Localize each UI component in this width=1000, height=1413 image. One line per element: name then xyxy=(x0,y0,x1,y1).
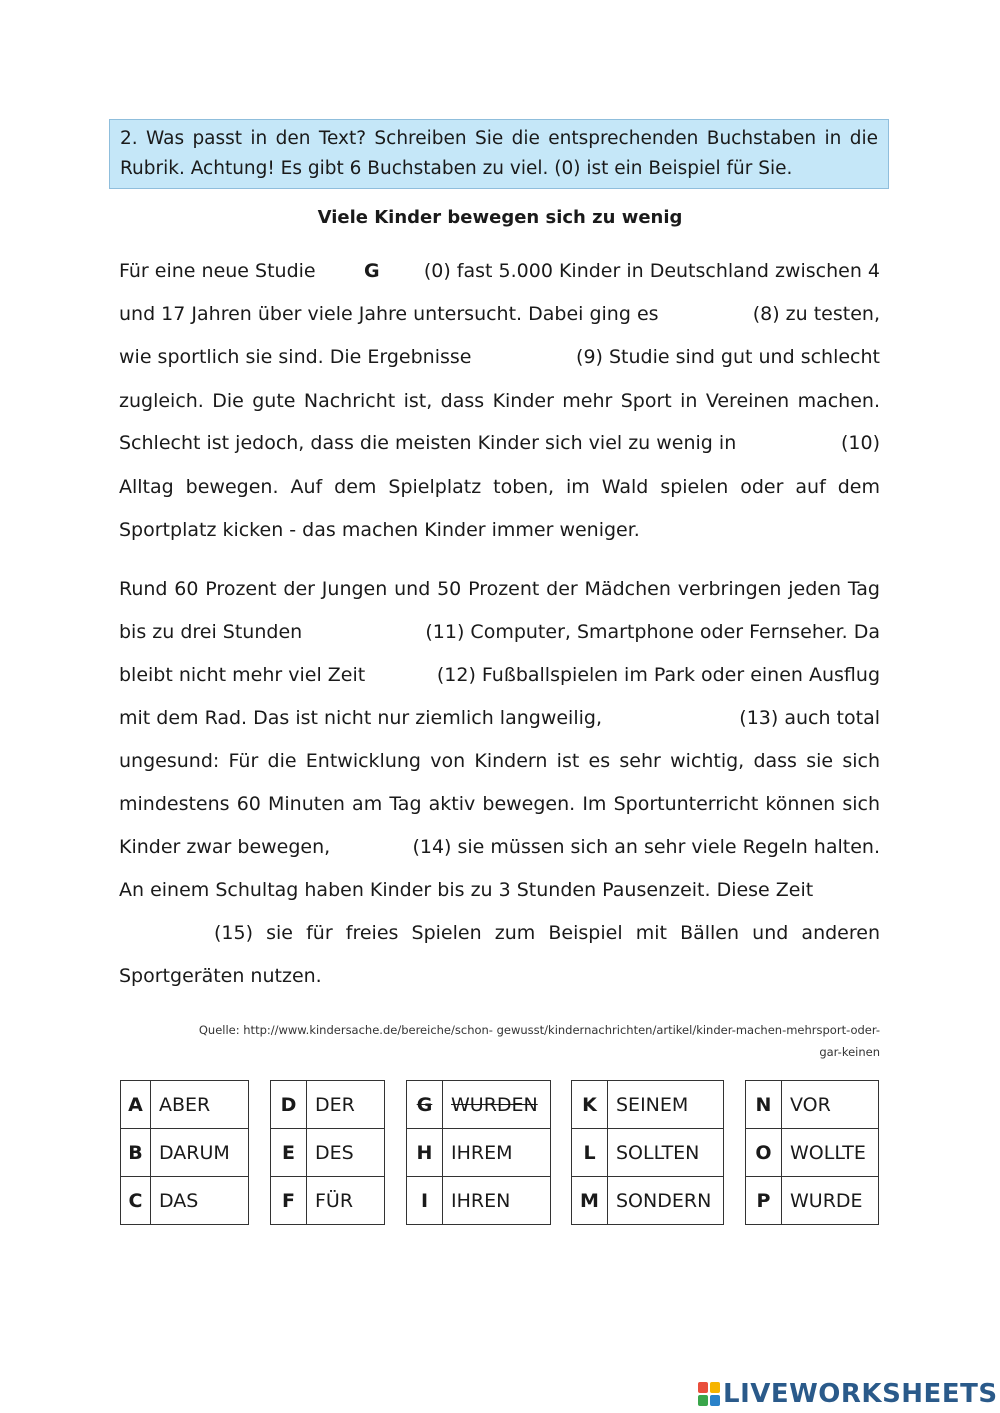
source-line: gar-keinen xyxy=(819,1045,880,1059)
word-cell: VOR xyxy=(782,1081,879,1129)
table-row xyxy=(407,1081,551,1129)
text-fragment: wie sportlich sie sind. Die Ergebnisse xyxy=(119,346,472,368)
table-row xyxy=(572,1177,724,1225)
text-fragment: (11) Computer, Smartphone oder Fernseher. Da xyxy=(425,621,880,643)
text-line xyxy=(119,342,880,372)
word-cell: FÜR xyxy=(307,1177,385,1225)
table-row xyxy=(121,1129,249,1177)
word-cell: SOLLTEN xyxy=(608,1129,724,1177)
logo-square xyxy=(710,1382,720,1393)
word-cell: DAS xyxy=(151,1177,249,1225)
letter-cell: G xyxy=(407,1081,443,1129)
word-cell: WOLLTE xyxy=(782,1129,879,1177)
table-row xyxy=(572,1081,724,1129)
logo-text: LIVEWORKSHEETS xyxy=(723,1379,998,1409)
text-fragment: (13) auch total xyxy=(739,707,880,729)
liveworksheets-logo-icon xyxy=(698,1382,720,1406)
example-answer: G xyxy=(364,260,380,282)
article-title: Viele Kinder bewegen sich zu wenig xyxy=(317,207,683,228)
letter-cell: N xyxy=(746,1081,782,1129)
word-cell: IHREM xyxy=(443,1129,551,1177)
text-fragment: (14) sie müssen sich an sehr viele Regeln halten. xyxy=(412,836,880,858)
text-fragment: Für eine neue Studie xyxy=(119,260,316,282)
text-line xyxy=(119,660,880,690)
text-line: An einem Schultag haben Kinder bis zu 3 Stunden Pausenzeit. Diese Zeit xyxy=(119,879,814,901)
text-fragment: bleibt nicht mehr viel Zeit xyxy=(119,664,366,686)
text-line: mindestens 60 Minuten am Tag aktiv bewegen. Im Sportunterricht können sich xyxy=(119,793,880,815)
word-cell: ABER xyxy=(151,1081,249,1129)
word-table-a-c xyxy=(120,1080,249,1225)
logo-square xyxy=(710,1395,720,1406)
text-fragment: bis zu drei Stunden xyxy=(119,621,303,643)
word-cell: SONDERN xyxy=(608,1177,724,1225)
logo-square xyxy=(698,1382,708,1393)
text-line: Sportplatz kicken - das machen Kinder immer weniger. xyxy=(119,519,640,541)
text-line xyxy=(119,299,880,329)
word-cell: DARUM xyxy=(151,1129,249,1177)
word-cell: WURDEN xyxy=(443,1081,551,1129)
letter-cell: E xyxy=(271,1129,307,1177)
text-line xyxy=(119,428,880,458)
word-table-d-f xyxy=(270,1080,385,1225)
word-cell: WURDE xyxy=(782,1177,879,1225)
source-line: Quelle: http://www.kindersache.de/bereiche/schon- gewusst/kindernachrichten/artikel/kinder-machen-mehrsport-oder- xyxy=(198,1023,880,1037)
word-cell: DES xyxy=(307,1129,385,1177)
word-table-g-i xyxy=(406,1080,551,1225)
table-row xyxy=(746,1129,879,1177)
logo-square xyxy=(698,1395,708,1406)
text-fragment: (9) Studie sind gut und schlecht xyxy=(576,346,880,368)
word-table-n-p xyxy=(745,1080,879,1225)
text-line xyxy=(119,703,880,733)
letter-cell: K xyxy=(572,1081,608,1129)
table-row xyxy=(407,1177,551,1225)
text-fragment: (12) Fußballspielen im Park oder einen Ausflug xyxy=(436,664,880,686)
table-row xyxy=(407,1129,551,1177)
table-row xyxy=(121,1177,249,1225)
text-line xyxy=(119,617,880,647)
table-row xyxy=(746,1081,879,1129)
letter-cell: P xyxy=(746,1177,782,1225)
letter-cell: M xyxy=(572,1177,608,1225)
task-instruction-text: 2. Was passt in den Text? Schreiben Sie die entsprechenden Buchstaben in die Rubrik. Achtung! Es gibt 6 Buchstaben zu viel. (0) ist ein Beispiel für Sie. xyxy=(120,128,878,179)
text-fragment: Kinder zwar bewegen, xyxy=(119,836,331,858)
text-line: ungesund: Für die Entwicklung von Kindern ist es sehr wichtig, dass sie sich xyxy=(119,750,880,772)
text-fragment: mit dem Rad. Das ist nicht nur ziemlich langweilig, xyxy=(119,707,602,729)
table-row xyxy=(572,1129,724,1177)
text-line xyxy=(119,256,880,286)
word-table-k-m xyxy=(571,1080,724,1225)
table-row xyxy=(271,1177,385,1225)
letter-cell: O xyxy=(746,1129,782,1177)
task-instruction-box xyxy=(109,119,889,189)
letter-cell: C xyxy=(121,1177,151,1225)
table-row xyxy=(746,1177,879,1225)
text-line: Sportgeräten nutzen. xyxy=(119,965,322,987)
letter-cell: D xyxy=(271,1081,307,1129)
text-line: (15) sie für freies Spielen zum Beispiel mit Bällen und anderen xyxy=(214,922,880,944)
word-cell: DER xyxy=(307,1081,385,1129)
text-fragment: (8) zu testen, xyxy=(752,303,880,325)
letter-cell: B xyxy=(121,1129,151,1177)
word-cell: IHREN xyxy=(443,1177,551,1225)
table-row xyxy=(121,1081,249,1129)
text-fragment: (10) xyxy=(840,432,880,454)
letter-cell: A xyxy=(121,1081,151,1129)
letter-cell: F xyxy=(271,1177,307,1225)
text-line: zugleich. Die gute Nachricht ist, dass Kinder mehr Sport in Vereinen machen. xyxy=(119,390,880,412)
word-cell: SEINEM xyxy=(608,1081,724,1129)
text-fragment: und 17 Jahren über viele Jahre untersucht. Dabei ging es xyxy=(119,303,659,325)
table-row xyxy=(271,1129,385,1177)
text-fragment: Schlecht ist jedoch, dass die meisten Kinder sich viel zu wenig in xyxy=(119,432,737,454)
text-line: Rund 60 Prozent der Jungen und 50 Prozent der Mädchen verbringen jeden Tag xyxy=(119,578,880,600)
table-row xyxy=(271,1081,385,1129)
liveworksheets-logo[interactable] xyxy=(698,1377,998,1411)
letter-cell: L xyxy=(572,1129,608,1177)
letter-cell: I xyxy=(407,1177,443,1225)
text-line: Alltag bewegen. Auf dem Spielplatz toben, im Wald spielen oder auf dem xyxy=(119,476,880,498)
text-line xyxy=(119,832,880,862)
text-fragment: (0) fast 5.000 Kinder in Deutschland zwischen 4 xyxy=(423,260,880,282)
letter-cell: H xyxy=(407,1129,443,1177)
